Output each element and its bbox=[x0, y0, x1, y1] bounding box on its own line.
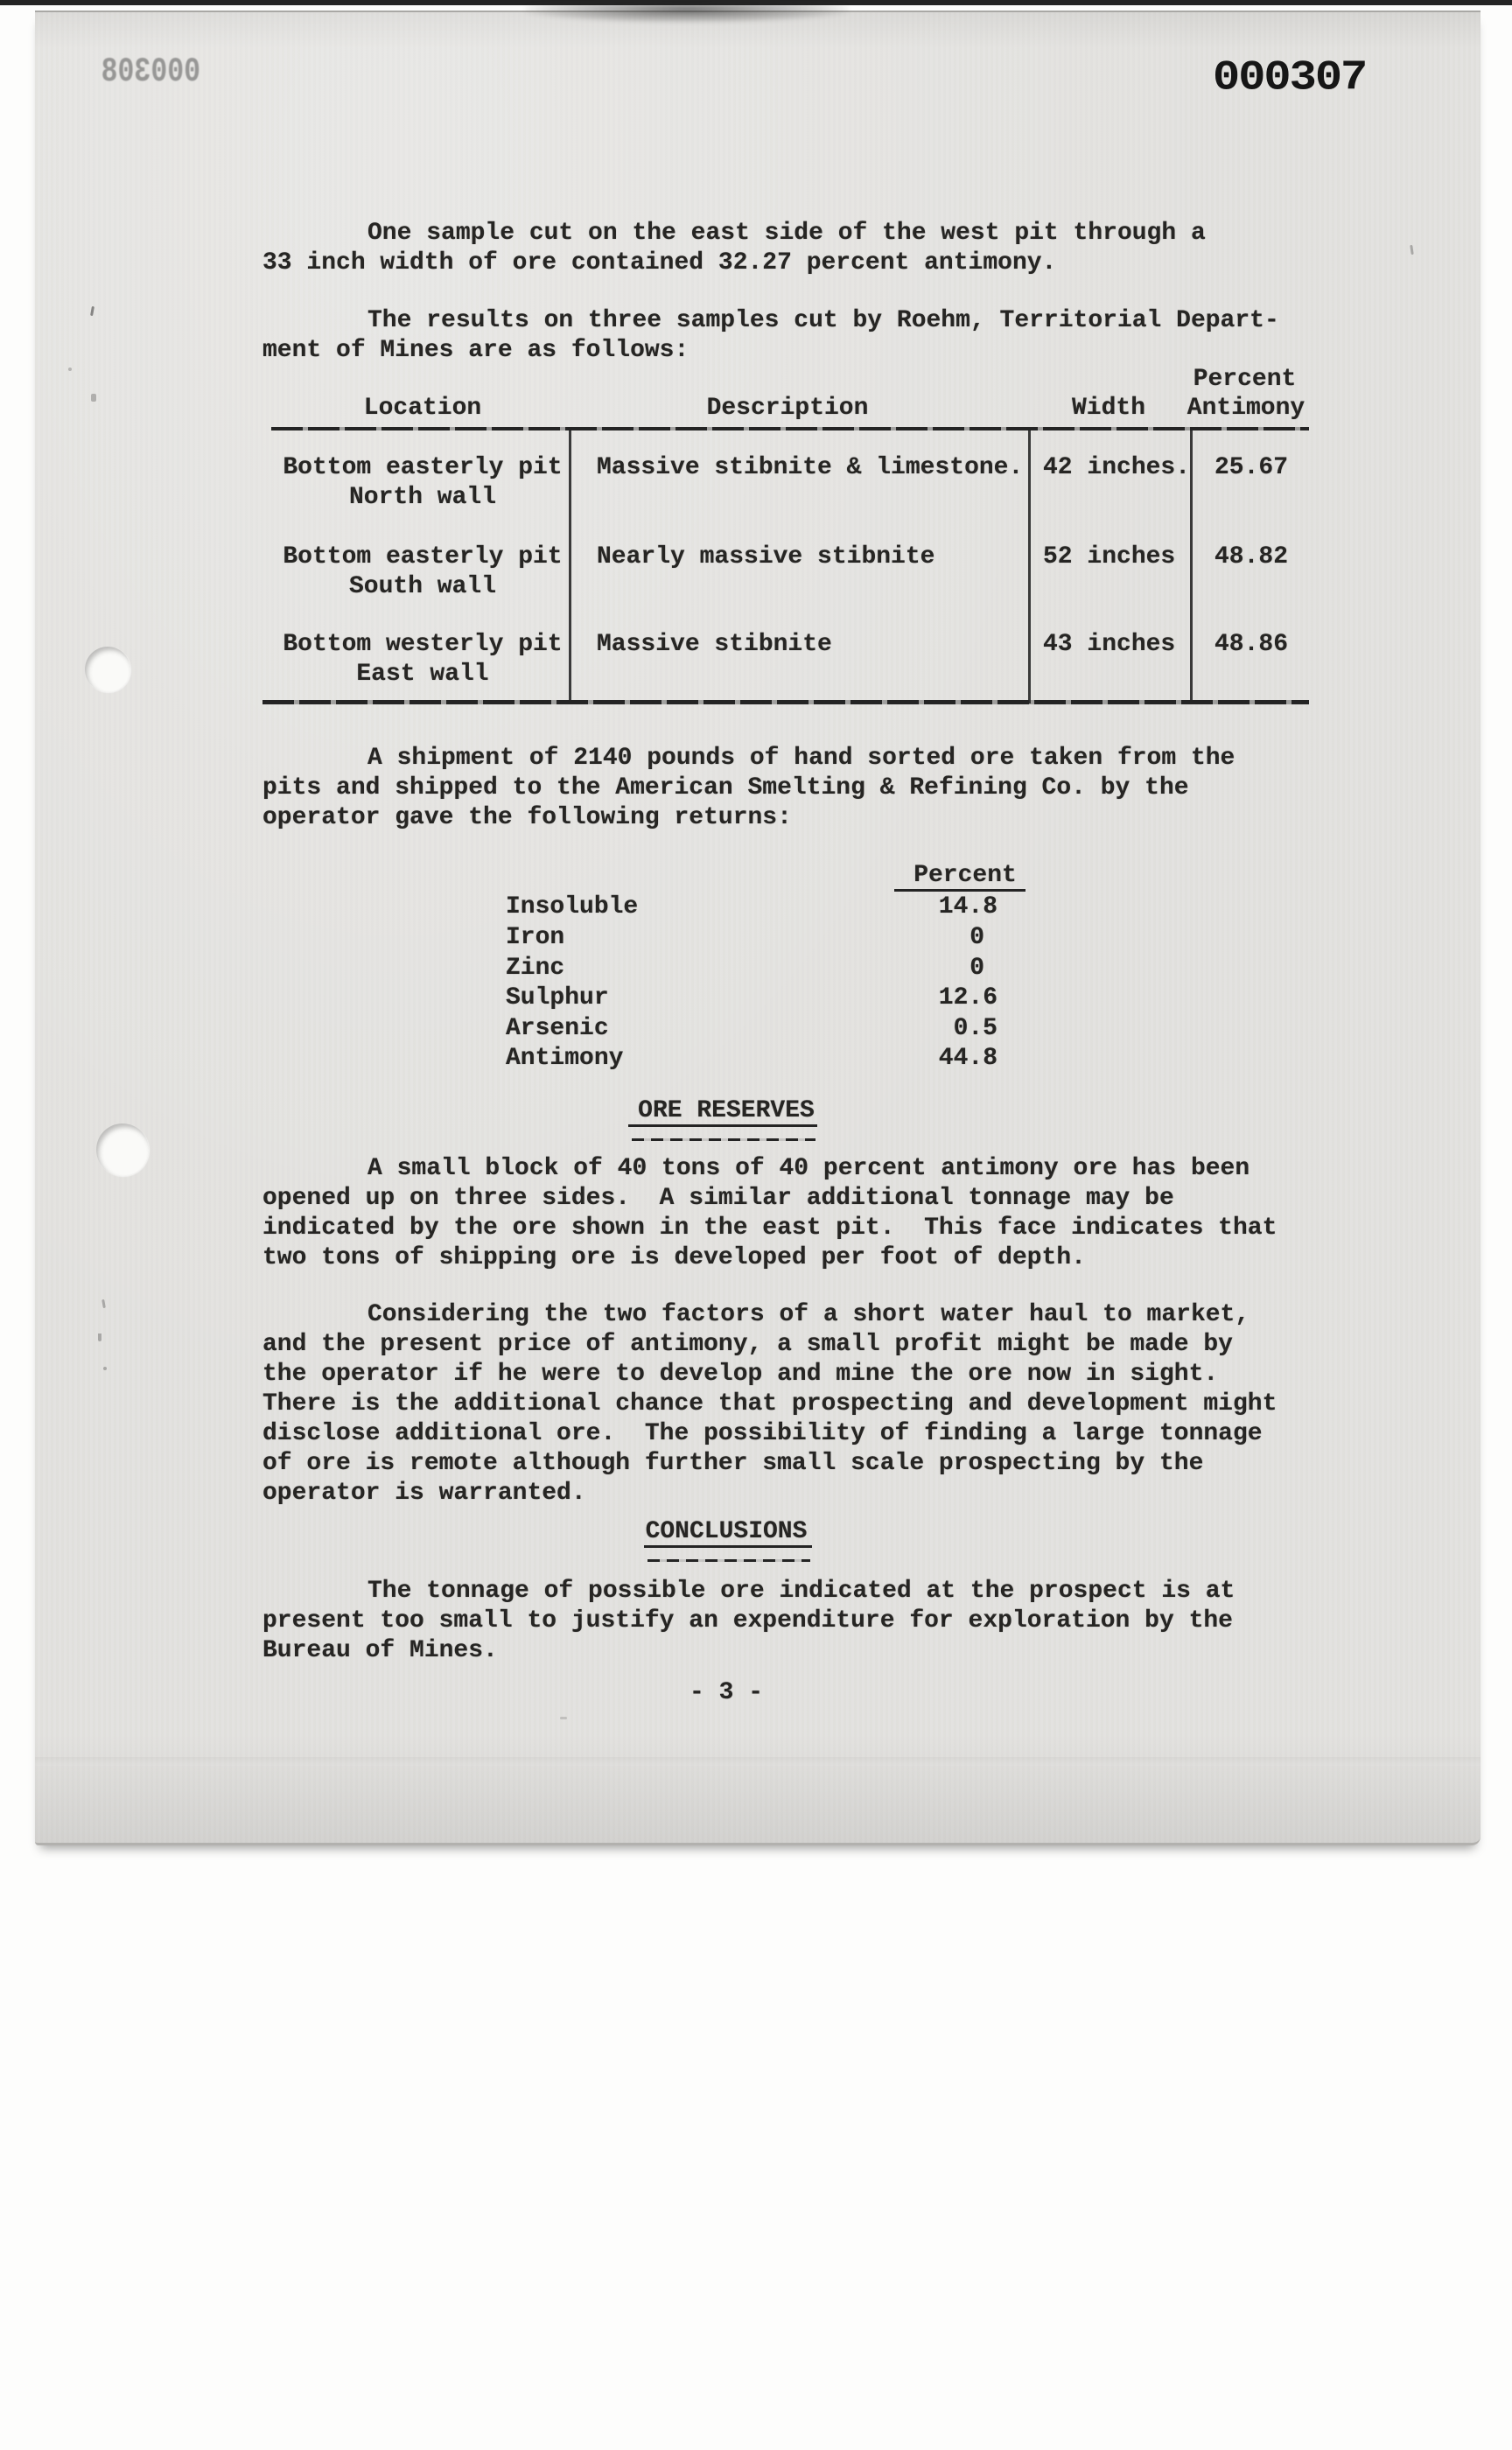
paragraph-line: Considering the two factors of a short water haul to market, bbox=[368, 1301, 1250, 1328]
table-bottom-rule bbox=[262, 700, 1309, 704]
table-header-percent: Percent bbox=[1193, 366, 1297, 393]
table-cell-width: 42 inches. bbox=[1043, 454, 1191, 481]
paragraph-line: A small block of 40 tons of 40 percent antimony ore has been bbox=[368, 1155, 1250, 1182]
table-cell-description: Nearly massive stibnite bbox=[597, 543, 935, 570]
paper-sheet bbox=[35, 10, 1480, 1845]
punch-hole bbox=[85, 647, 130, 692]
table-cell-location: East wall bbox=[356, 661, 489, 688]
table-cell-location: Bottom westerly pit bbox=[283, 631, 563, 658]
heading-dash-rule bbox=[632, 1138, 816, 1141]
ink-speck bbox=[98, 1334, 102, 1341]
paragraph-line: Bureau of Mines. bbox=[262, 1637, 498, 1664]
table-vertical-rule bbox=[1028, 430, 1031, 704]
assay-label: Arsenic bbox=[506, 1015, 609, 1042]
paragraph-line: opened up on three sides. A similar additional tonnage may be bbox=[262, 1185, 1174, 1212]
table-col-header-antimony: Antimony bbox=[1186, 395, 1306, 422]
table-cell-description: Massive stibnite bbox=[597, 631, 832, 658]
punch-hole bbox=[96, 1124, 149, 1176]
assay-label: Iron bbox=[506, 924, 565, 951]
heading-dash-rule bbox=[648, 1559, 810, 1562]
paragraph-line: present too small to justify an expenditure for exploration by the bbox=[262, 1607, 1233, 1634]
table-col-header-description: Description bbox=[706, 395, 869, 422]
table-header-rule bbox=[271, 427, 1309, 430]
paragraph-line: and the present price of antimony, a small profit might be made by bbox=[262, 1331, 1233, 1358]
paragraph-line: The results on three samples cut by Roehm, Territorial Depart- bbox=[368, 307, 1279, 334]
table-cell-description: Massive stibnite & limestone. bbox=[597, 454, 1024, 481]
paragraph-line: One sample cut on the east side of the west pit through a bbox=[368, 220, 1206, 247]
paragraph-line: indicated by the ore shown in the east pit. This face indicates that bbox=[262, 1214, 1278, 1242]
page-stamp-mirrored: 000308 bbox=[101, 52, 200, 93]
assay-value: 44.8 bbox=[938, 1045, 998, 1072]
table-cell-location: North wall bbox=[348, 484, 497, 511]
ink-speck bbox=[560, 1717, 567, 1719]
paragraph-line: 33 inch width of ore contained 32.27 percent antimony. bbox=[262, 249, 1057, 276]
table-cell-percent: 25.67 bbox=[1214, 454, 1288, 481]
heading-underline bbox=[644, 1545, 812, 1548]
table-cell-percent: 48.86 bbox=[1214, 631, 1288, 658]
paragraph-line: operator is warranted. bbox=[262, 1480, 586, 1507]
paragraph-line: of ore is remote although further small scale prospecting by the bbox=[262, 1450, 1204, 1477]
paragraph-line: ment of Mines are as follows: bbox=[262, 337, 690, 364]
paragraph-line: operator gave the following returns: bbox=[262, 804, 792, 831]
assay-value: 14.8 bbox=[938, 893, 998, 920]
page-number: - 3 - bbox=[689, 1679, 763, 1706]
table-cell-width: 43 inches bbox=[1043, 631, 1176, 658]
assay-label: Zinc bbox=[506, 955, 565, 982]
ink-smudge bbox=[525, 4, 849, 23]
assay-value: 0 bbox=[970, 955, 984, 982]
ink-speck bbox=[68, 368, 72, 371]
table-cell-width: 52 inches bbox=[1043, 543, 1176, 570]
assay-percent-header: Percent bbox=[914, 862, 1017, 889]
heading-underline bbox=[628, 1124, 817, 1127]
assay-label: Antimony bbox=[506, 1045, 624, 1072]
section-heading-conclusions: CONCLUSIONS bbox=[645, 1518, 808, 1545]
table-col-header-location: Location bbox=[363, 395, 482, 422]
assay-header-rule bbox=[894, 889, 1026, 892]
section-heading-ore-reserves: ORE RESERVES bbox=[638, 1097, 815, 1124]
assay-label: Sulphur bbox=[506, 984, 609, 1012]
assay-value: 12.6 bbox=[938, 984, 998, 1012]
assay-value: 0.5 bbox=[953, 1015, 998, 1042]
table-cell-location: Bottom easterly pit bbox=[283, 454, 563, 481]
page-stamp-number: 000307 bbox=[1213, 54, 1367, 102]
paragraph-line: There is the additional chance that prospecting and development might bbox=[262, 1390, 1278, 1418]
paragraph-line: The tonnage of possible ore indicated at the prospect is at bbox=[368, 1578, 1236, 1605]
paragraph-line: the operator if he were to develop and mine the ore now in sight. bbox=[262, 1361, 1219, 1388]
paragraph-line: pits and shipped to the American Smelting & Refining Co. by the bbox=[262, 774, 1189, 802]
ink-speck bbox=[103, 1367, 107, 1370]
paper-crease bbox=[35, 1757, 1480, 1766]
table-vertical-rule bbox=[1190, 430, 1193, 704]
table-cell-percent: 48.82 bbox=[1214, 543, 1288, 570]
table-cell-location: South wall bbox=[348, 573, 497, 600]
paragraph-line: disclose additional ore. The possibility of finding a large tonnage bbox=[262, 1420, 1263, 1447]
table-cell-location: Bottom easterly pit bbox=[283, 543, 563, 570]
paragraph-line: A shipment of 2140 pounds of hand sorted ore taken from the bbox=[368, 745, 1236, 772]
table-col-header-width: Width bbox=[1071, 395, 1145, 422]
paragraph-line: two tons of shipping ore is developed per foot of depth. bbox=[262, 1244, 1086, 1271]
assay-value: 0 bbox=[970, 924, 984, 951]
ink-speck bbox=[91, 394, 96, 402]
assay-label: Insoluble bbox=[506, 893, 639, 920]
